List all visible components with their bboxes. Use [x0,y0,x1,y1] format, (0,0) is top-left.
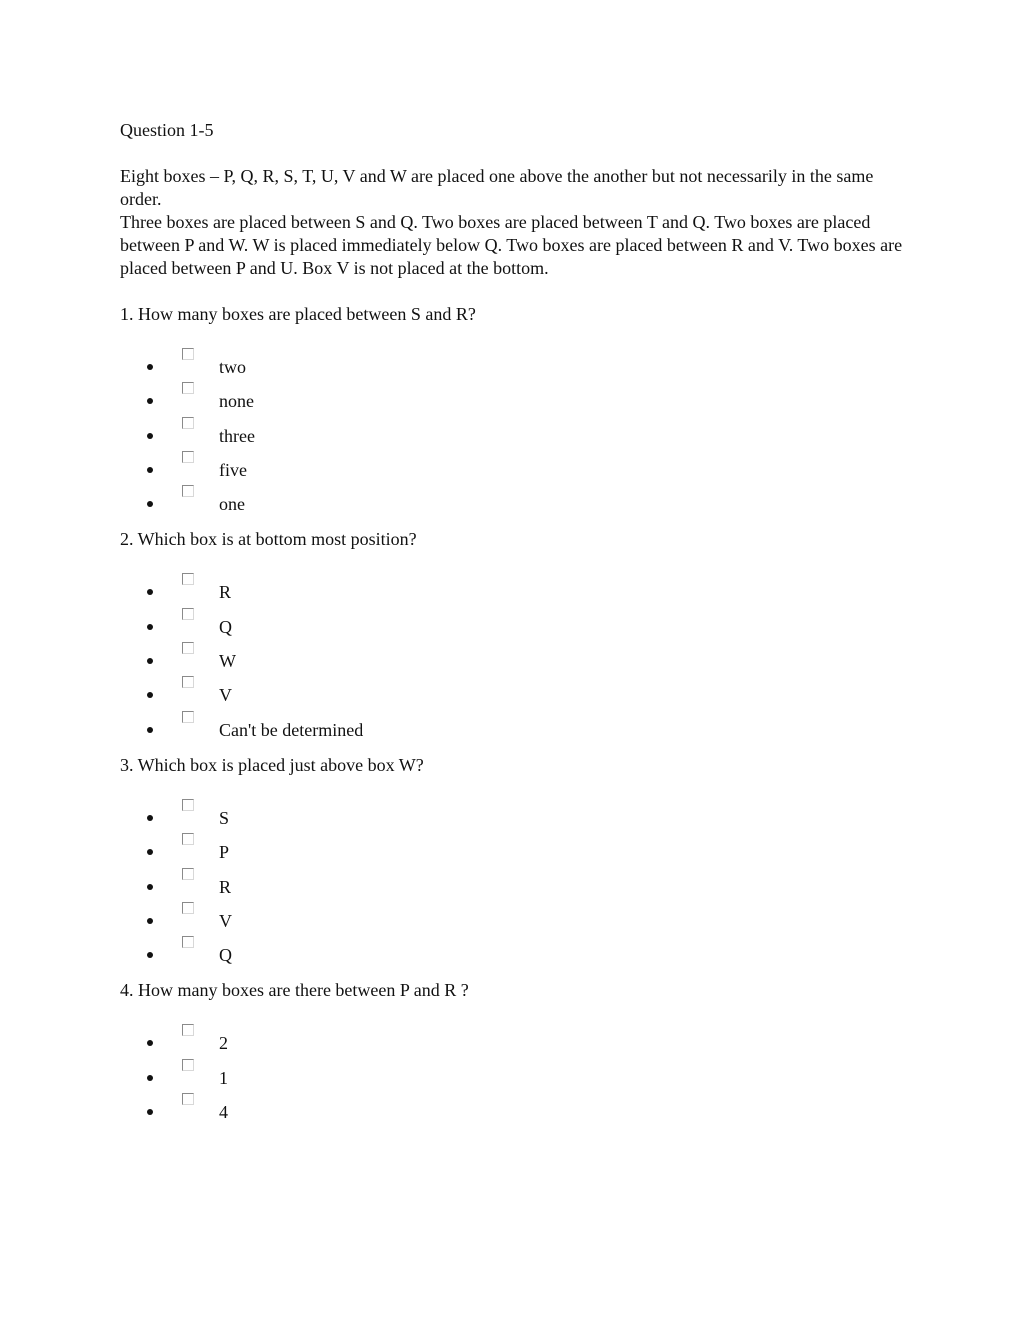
option-label: P [219,842,230,863]
bullet-icon [147,433,153,439]
option-item[interactable] [120,417,910,451]
question-text: 3. Which box is placed just above box W? [120,754,424,775]
option-item[interactable] [120,451,910,485]
option-item[interactable] [120,799,910,833]
options-list [120,573,910,744]
bullet-icon [147,501,153,507]
checkbox[interactable] [182,1059,194,1071]
checkbox[interactable] [182,451,194,463]
question-text: 2. Which box is at bottom most position? [120,529,417,550]
checkbox[interactable] [182,417,194,429]
checkbox[interactable] [182,573,194,585]
option-label: Q [219,945,232,966]
bullet-icon [147,849,153,855]
option-label: V [219,910,232,931]
options-list [120,1024,910,1127]
option-label: one [219,494,245,515]
checkbox[interactable] [182,348,194,360]
option-label: Q [219,616,232,637]
bullet-icon [147,1109,153,1115]
option-item[interactable] [120,1059,910,1093]
option-item[interactable] [120,573,910,607]
bullet-icon [147,918,153,924]
bullet-icon [147,884,153,890]
option-item[interactable] [120,902,910,936]
checkbox[interactable] [182,485,194,497]
bullet-icon [147,1040,153,1046]
option-item[interactable] [120,711,910,745]
bullet-icon [147,727,153,733]
question-3 [120,754,910,970]
bullet-icon [147,658,153,664]
option-label: 2 [219,1033,228,1054]
option-label: Can't be determined [219,719,364,740]
option-label: R [219,582,232,603]
bullet-icon [147,364,153,370]
options-list [120,348,910,519]
option-item[interactable] [120,1093,910,1127]
intro-line-1: Eight boxes – P, Q, R, S, T, U, V and W are placed one above the another but not necessarily in the same order. [120,166,874,209]
option-item[interactable] [120,642,910,676]
checkbox[interactable] [182,868,194,880]
bullet-icon [147,952,153,958]
options-list [120,799,910,970]
bullet-icon [147,624,153,630]
question-text: 4. How many boxes are there between P and R ? [120,980,469,1001]
option-item[interactable] [120,348,910,382]
checkbox[interactable] [182,382,194,394]
option-label: 1 [219,1067,228,1088]
checkbox[interactable] [182,1024,194,1036]
option-item[interactable] [120,1024,910,1058]
checkbox[interactable] [182,642,194,654]
page-heading: Question 1-5 [120,120,214,140]
bullet-icon [147,815,153,821]
intro-line-2: Three boxes are placed between S and Q. Two boxes are placed between T and Q. Two boxes are placed between P and W. W is placed immediately below Q. Two boxes are placed between R and V. Two boxes are placed between P and U. Box V is not placed at the bottom. [120,212,903,278]
question-2 [120,528,910,744]
checkbox[interactable] [182,1093,194,1105]
option-item[interactable] [120,833,910,867]
quiz-page [120,119,910,1127]
option-item[interactable] [120,868,910,902]
option-label: S [219,807,230,828]
checkbox[interactable] [182,799,194,811]
option-label: 4 [219,1102,228,1123]
bullet-icon [147,467,153,473]
option-item[interactable] [120,382,910,416]
question-1 [120,303,910,519]
bullet-icon [147,692,153,698]
checkbox[interactable] [182,936,194,948]
checkbox[interactable] [182,676,194,688]
option-item[interactable] [120,485,910,519]
option-item[interactable] [120,936,910,970]
intro-passage [120,165,910,280]
checkbox[interactable] [182,902,194,914]
option-label: none [219,391,254,412]
option-label: V [219,685,232,706]
question-4 [120,979,910,1127]
option-label: two [219,357,246,377]
option-label: W [219,651,236,672]
option-item[interactable] [120,608,910,642]
bullet-icon [147,398,153,404]
option-label: three [219,425,255,446]
checkbox[interactable] [182,711,194,723]
question-text: 1. How many boxes are placed between S and R? [120,304,476,324]
checkbox[interactable] [182,833,194,845]
option-label: five [219,459,247,480]
option-label: R [219,876,232,897]
bullet-icon [147,589,153,595]
bullet-icon [147,1075,153,1081]
checkbox[interactable] [182,608,194,620]
option-item[interactable] [120,676,910,710]
